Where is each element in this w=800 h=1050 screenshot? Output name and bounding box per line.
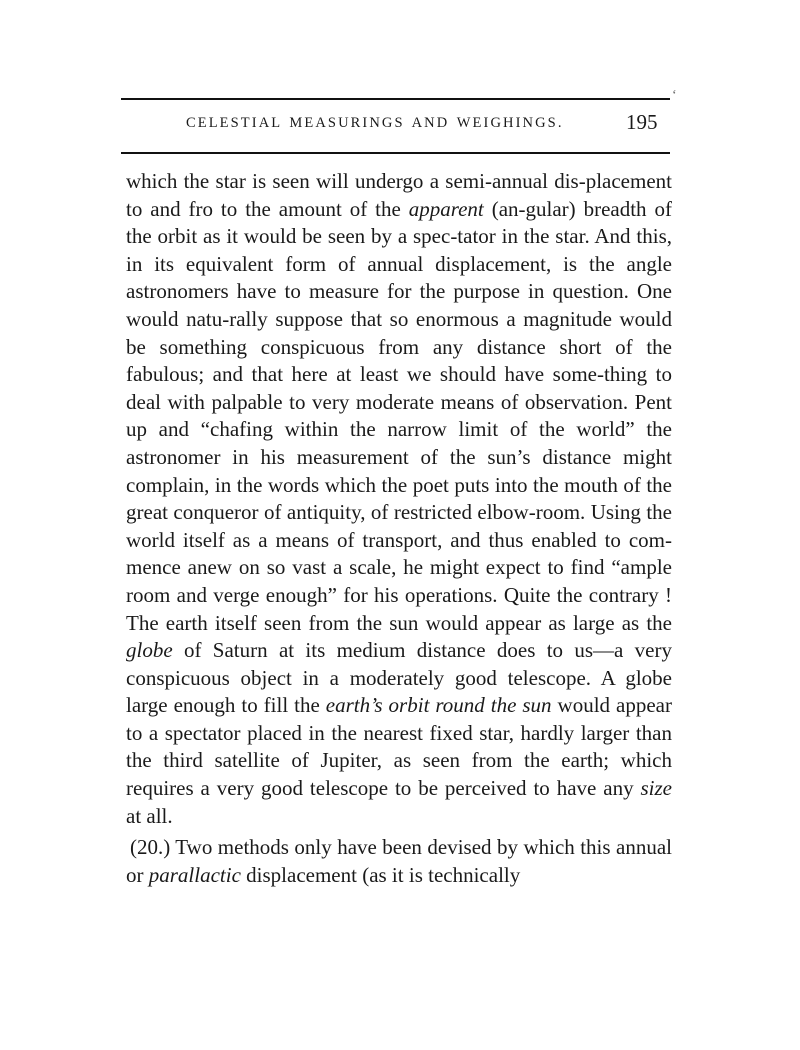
- body-text: [126, 168, 672, 889]
- text-run: of Saturn at its medium distance does to us—a very conspicuous object in a moderately good telescope. A globe large enough to fill the: [126, 638, 672, 718]
- text-run: (an-gular) breadth of the orbit as it would be seen by a spec-tator in the star. And this, in its equivalent form of annual displacement, is the angle astronomers have to measure for the purpose in question. One would natu-rally suppose that so enormous a magnitude would be something conspicuous from any distance short of the fabulous; and that here at least we should have some-thing to deal with palpable to very moderate means of observation. Pent up and “chafing within the narrow limit of the world” the astronomer in his measurement of the sun’s distance might complain, in the words which the poet puts into the mouth of the great conqueror of antiquity, of restricted elbow-room. Using the world itself as a means of transport, and thus enabled to com-mence anew on so vast a scale, he might expect to find “ample room and verge enough” for his operations. Quite the contrary ! The earth itself seen from the sun would appear as large as the: [126, 196, 672, 635]
- header-rule-top: [121, 98, 670, 100]
- corner-mark: ‘: [672, 88, 677, 103]
- italic-term: earth’s orbit round the sun: [325, 693, 552, 718]
- text-run: displacement (as it is technically: [240, 862, 521, 887]
- text-run: would appear to a spectator placed in the nearest fixed star, hardly larger than the third satellite of Jupiter, as seen from the earth; which requires a very good telescope to be perceived to have any: [126, 693, 672, 801]
- italic-term: parallactic: [148, 862, 241, 887]
- italic-term: size: [640, 776, 672, 801]
- paragraph-20: [126, 834, 672, 889]
- text-run: (20.) Two methods only have been devised by which this annual or: [126, 835, 672, 887]
- italic-term: globe: [126, 638, 173, 663]
- paragraph-continued: [126, 168, 672, 830]
- text-run: which the star is seen will undergo a semi-annual dis-placement to and fro to the amount of the: [126, 169, 672, 221]
- text-run: at all.: [126, 803, 173, 828]
- header-rule-bottom: [121, 152, 670, 154]
- page-number: 195: [626, 110, 658, 134]
- running-head: CELESTIAL MEASURINGS AND WEIGHINGS.: [186, 115, 564, 131]
- italic-term: apparent: [408, 196, 484, 221]
